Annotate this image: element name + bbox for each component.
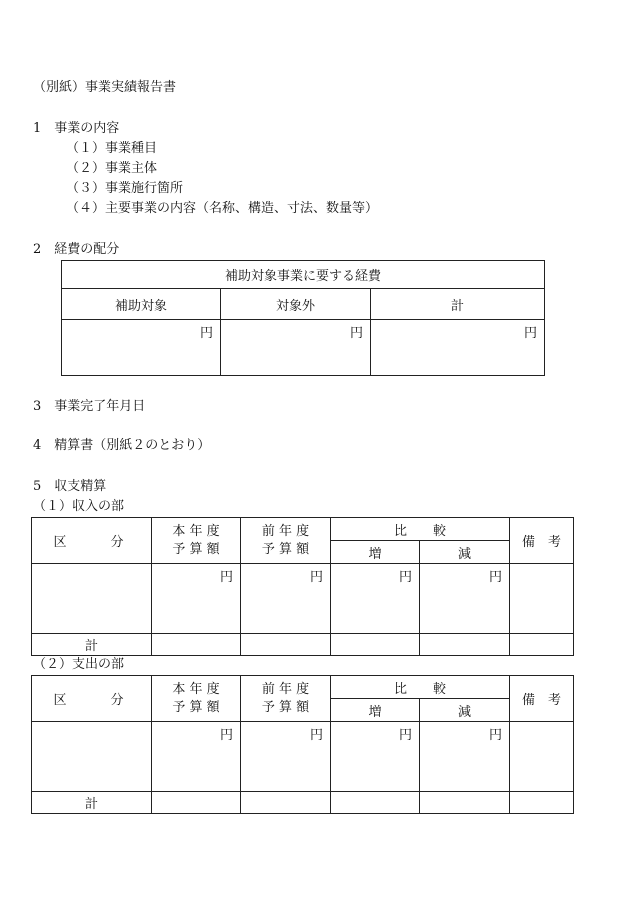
- section2-heading: 2 経費の配分: [33, 242, 120, 257]
- col-decrease: 減: [420, 541, 510, 564]
- col-increase: 増: [331, 699, 420, 722]
- section1-item: （１）事業種目: [66, 141, 158, 156]
- section1-item: （２）事業主体: [66, 161, 158, 176]
- col-prev-year-line1: 前 年 度: [261, 681, 310, 697]
- data-cell: [420, 792, 510, 814]
- unit-cell: 円: [420, 722, 510, 792]
- income-title: （１）収入の部: [33, 499, 125, 514]
- col-kubun: 区 分: [32, 676, 152, 722]
- unit-cell: 円: [152, 564, 241, 634]
- unit-cell: 円: [371, 320, 545, 376]
- col-compare: 比 較: [331, 676, 510, 699]
- col-decrease: 減: [420, 699, 510, 722]
- data-cell: [32, 722, 152, 792]
- col-prev-year-line1: 前 年 度: [261, 523, 310, 539]
- col-non-subsidized: 対象外: [221, 289, 371, 320]
- total-label: 計: [32, 792, 152, 814]
- section4-heading: 4 精算書（別紙２のとおり）: [33, 438, 211, 453]
- allocation-header: 補助対象事業に要する経費: [62, 261, 545, 289]
- data-cell: [510, 722, 574, 792]
- col-this-year-line2: 予 算 額: [172, 541, 220, 557]
- unit-cell: 円: [62, 320, 221, 376]
- col-remarks: 備 考: [510, 518, 574, 564]
- col-prev-year-line2: 予 算 額: [261, 699, 310, 715]
- data-cell: [510, 564, 574, 634]
- unit-cell: 円: [241, 564, 331, 634]
- data-cell: [331, 792, 420, 814]
- section1-item: （３）事業施行箇所: [66, 181, 184, 196]
- expense-allocation-table: [61, 260, 545, 376]
- data-cell: [510, 634, 574, 656]
- col-this-year: [152, 518, 241, 564]
- section3-heading: 3 事業完了年月日: [33, 399, 146, 414]
- unit-cell: 円: [152, 722, 241, 792]
- data-cell: [420, 634, 510, 656]
- col-this-year-line2: 予 算 額: [172, 699, 220, 715]
- unit-cell: 円: [331, 564, 420, 634]
- data-cell: [32, 564, 152, 634]
- data-cell: [331, 634, 420, 656]
- document-title: （別紙）事業実績報告書: [33, 80, 177, 95]
- col-prev-year-line2: 予 算 額: [261, 541, 310, 557]
- col-this-year-line1: 本 年 度: [172, 523, 220, 539]
- unit-cell: 円: [331, 722, 420, 792]
- col-compare: 比 較: [331, 518, 510, 541]
- col-subsidized: 補助対象: [62, 289, 221, 320]
- data-cell: [241, 792, 331, 814]
- data-cell: [152, 792, 241, 814]
- col-this-year: [152, 676, 241, 722]
- section5-heading: 5 収支精算: [33, 479, 107, 494]
- col-prev-year: [241, 676, 331, 722]
- expense-table: [31, 675, 574, 814]
- section1-heading: 1 事業の内容: [33, 121, 120, 136]
- col-remarks: 備 考: [510, 676, 574, 722]
- unit-cell: 円: [241, 722, 331, 792]
- expense-title: （２）支出の部: [33, 657, 125, 672]
- data-cell: [510, 792, 574, 814]
- unit-cell: 円: [221, 320, 371, 376]
- data-cell: [152, 634, 241, 656]
- unit-cell: 円: [420, 564, 510, 634]
- col-this-year-line1: 本 年 度: [172, 681, 220, 697]
- col-kubun: 区 分: [32, 518, 152, 564]
- data-cell: [241, 634, 331, 656]
- income-table: [31, 517, 574, 656]
- total-label: 計: [32, 634, 152, 656]
- section1-item: （４）主要事業の内容（名称、構造、寸法、数量等）: [66, 201, 379, 216]
- col-increase: 増: [331, 541, 420, 564]
- col-total: 計: [371, 289, 545, 320]
- col-prev-year: [241, 518, 331, 564]
